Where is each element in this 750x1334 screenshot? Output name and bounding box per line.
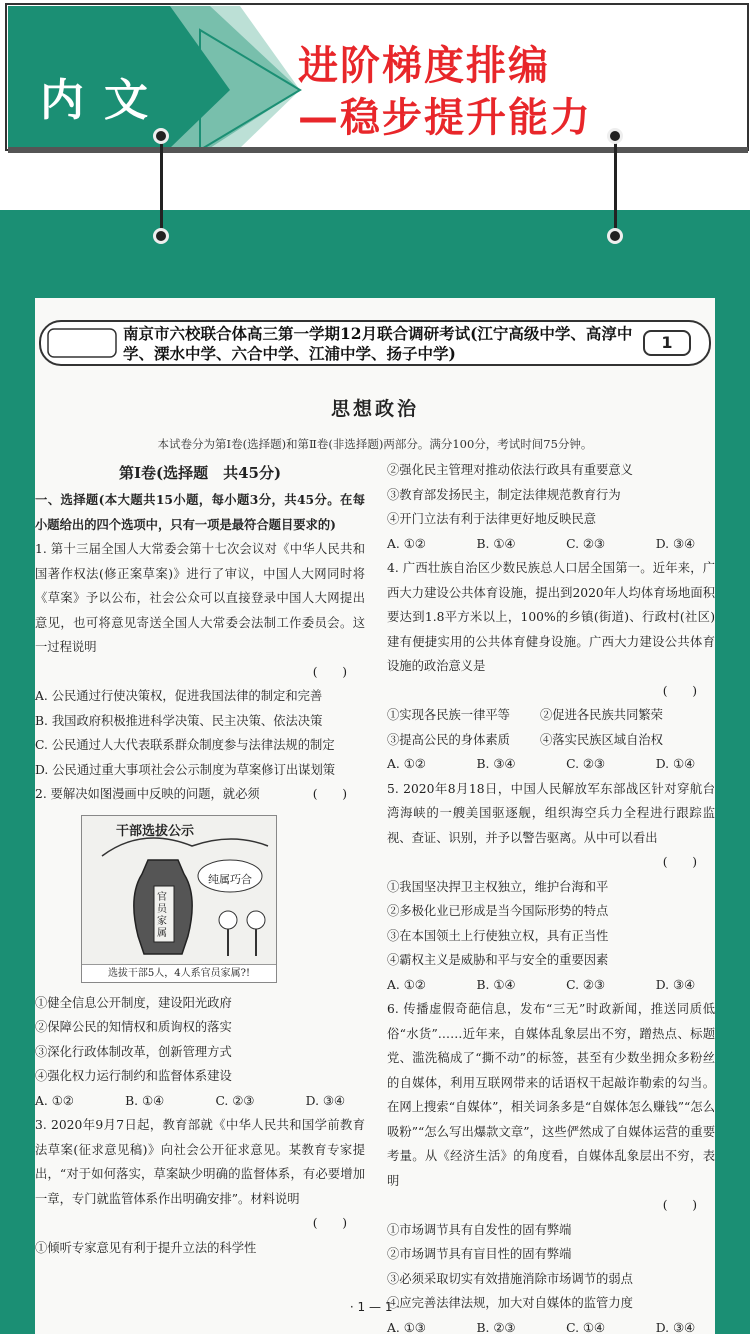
page-number: · 1 — 1 · — [349, 1300, 401, 1314]
exam-instructions: 本试卷分为第Ⅰ卷(选择题)和第Ⅱ卷(非选择题)两部分。满分100分，考试时间75分钟。 — [157, 437, 593, 451]
q4-choice-1: ①实现各民族一律平等 — [387, 708, 510, 722]
q2-options — [35, 1089, 365, 1114]
exam-number-badge: 1 — [643, 330, 691, 356]
q3-option-d: D. ③④ — [655, 536, 695, 551]
cartoon-vase-label: 官员家属 — [157, 891, 167, 939]
q3-options — [387, 532, 715, 557]
q3-choice-3: ③教育部发扬民主，制定法律规范教育行为 — [387, 487, 621, 502]
q2-option-a: A. ①② — [35, 1093, 74, 1108]
q4-choices-row2 — [387, 728, 715, 753]
q2-choice-1: ①健全信息公开制度，建设阳光政府 — [35, 995, 232, 1010]
q3-choice-2: ②强化民主管理对推动依法行政具有重要意义 — [387, 463, 633, 477]
q4-option-d: D. ①④ — [655, 757, 695, 771]
exam-page — [35, 298, 715, 1334]
q2-choice-3: ③深化行政体制改革，创新管理方式 — [35, 1044, 232, 1059]
q6-choice-4: ④应完善法律法规，加大对自媒体的监管力度 — [387, 1296, 633, 1310]
q4-choice-4: ④落实民族区域自治权 — [539, 732, 663, 747]
q1-option-d: D. 公民通过重大事项社会公示制度为草案修订出谋划策 — [35, 762, 336, 777]
q1-option-c: C. 公民通过人大代表联系群众制度参与法律法规的制定 — [35, 738, 335, 752]
q3-choice-1: ①倾听专家意见有利于提升立法的科学性 — [35, 1240, 257, 1255]
q4-option-c: C. ②③ — [566, 757, 605, 771]
q2-answer-blank: ( ) — [312, 787, 347, 801]
q4-choice-2: ②促进各民族共同繁荣 — [539, 708, 663, 722]
q4-stem: 4. 广西壮族自治区少数民族总人口居全国第一。近年来，广西大力建设公共体育设施，提出到2020年人均体育场地面积要达到1.8平方米以上，100%的乡镇(街道)、行政村(社区)建有便捷实用的公共体育健身设施。广西大力建设公共体育设施的政治意义是 — [387, 561, 715, 673]
q2-cartoon — [81, 815, 277, 983]
q6-stem: 6. 传播虚假奇葩信息，发布“三无”时政新闻，推送同质低俗“水货”……近年来，自媒体乱象层出不穷，蹭热点、标题党、滥洗稿成了“撕不动”的标签，甚至有少数坐拥众多粉丝的自媒体，利用互联网带来的话语权干起敲诈勒索的勾当。在网上搜索“自媒体”，相关词条多是“自媒体怎么赚钱”“怎么吸粉”“怎么写出爆款文章”，这些俨然成了自媒体运营的重要考量。从《经济生活》的角度看，自媒体乱象层出不穷，表明 — [387, 1002, 715, 1188]
q5-option-a: A. ①② — [387, 977, 426, 992]
section-title: 第Ⅰ卷(选择题 共45分) — [118, 464, 282, 482]
q6-option-b: B. ②③ — [476, 1320, 516, 1334]
subject-title: 思想政治 — [330, 398, 419, 420]
q6-option-a: A. ①③ — [387, 1320, 426, 1334]
q3-stem: 3. 2020年9月7日起，教育部就《中华人民共和国学前教育法草案(征求意见稿)》向社会公开征求意见。某教育专家提出，“对于如何落实，草案缺少明确的监督体系，有必要增加一章，专门就监管体系作出明确安排”。材料说明 — [35, 1118, 365, 1206]
hanger-line-right — [614, 138, 617, 234]
q3-option-a: A. ①② — [387, 536, 426, 551]
q4-option-b: B. ③④ — [476, 757, 516, 771]
q1-stem: 1. 第十三届全国人大常委会第十七次会议对《中华人民共和国著作权法(修正案草案)》进行了审议，中国人大网同时将《草案》予以公布，社会公众可以直接登录中国人大网提出意见，也可将意见寄送全国人大常委会法制工作委员会。这一过程说明 — [35, 542, 365, 654]
q3-option-b: B. ①④ — [476, 536, 516, 551]
banner-slogan-line1: 进阶梯度排编 — [298, 43, 550, 89]
q5-option-c: C. ②③ — [566, 977, 605, 992]
cartoon-speech-bubble: 纯属巧合 — [208, 872, 252, 886]
q5-choice-3: ③在本国领土上行使独立权，具有正当性 — [387, 928, 609, 943]
hanger-line-left — [160, 138, 163, 234]
q2-choice-4: ④强化权力运行制约和监督体系建设 — [35, 1069, 232, 1083]
q5-choice-1: ①我国坚决捍卫主权独立，维护台海和平 — [387, 879, 609, 894]
q6-choice-2: ②市场调节具有盲目性的固有弊端 — [387, 1247, 572, 1261]
tianli-logo-icon — [47, 328, 117, 358]
q5-answer-blank: ( ) — [662, 855, 697, 869]
banner-brand-title: 内文 — [40, 75, 168, 126]
q2-stem: 2. 要解决如图漫画中反映的问题，就必须 — [35, 787, 260, 801]
q4-options — [387, 752, 715, 777]
hanger-pin-right-bottom — [607, 228, 623, 244]
q2-option-d: D. ③④ — [305, 1093, 345, 1108]
q6-option-c: C. ①④ — [566, 1320, 605, 1334]
q5-stem: 5. 2020年8月18日，中国人民解放军东部战区针对穿航台湾海峡的一艘美国驱逐舰，组织海空兵力全程进行跟踪监视、查证、识别，并予以警告驱离。从中可以看出 — [387, 781, 715, 845]
q3-choice-4: ④开门立法有利于法律更好地反映民意 — [387, 512, 597, 526]
banner-slogan-line2: —稳步提升能力 — [298, 95, 592, 141]
hanger-pin-left-bottom — [153, 228, 169, 244]
q3-option-c: C. ②③ — [566, 536, 605, 551]
q1-option-a: A. 公民通过行使决策权，促进我国法律的制定和完善 — [35, 689, 323, 703]
exam-title: 南京市六校联合体高三第一学期12月联合调研考试(江宁高级中学、高淳中学、溧水中学、六合中学、江浦中学、扬子中学) — [123, 324, 633, 363]
q6-choice-3: ③必须采取切实有效措施消除市场调节的弱点 — [387, 1271, 633, 1286]
q5-options — [387, 973, 715, 998]
q1-option-b: B. 我国政府积极推进科学决策、民主决策、依法决策 — [35, 713, 323, 728]
q2-option-b: B. ①④ — [125, 1093, 165, 1108]
q6-choice-1: ①市场调节具有自发性的固有弊端 — [387, 1222, 572, 1237]
q5-option-b: B. ①④ — [476, 977, 516, 992]
q4-answer-blank: ( ) — [662, 683, 697, 698]
q5-option-d: D. ③④ — [655, 977, 695, 992]
q4-choice-3: ③提高公民的身体素质 — [387, 732, 510, 747]
q5-choice-4: ④霸权主义是威胁和平与安全的重要因素 — [387, 953, 609, 967]
right-column — [387, 458, 715, 1334]
q4-choices-row1 — [387, 703, 715, 728]
q4-option-a: A. ①② — [387, 757, 426, 771]
section-intro: 一、选择题(本大题共15小题，每小题3分，共45分。在每小题给出的四个选项中，只有一项是最符合题目要求的) — [35, 492, 365, 532]
cartoon-title: 干部选拔公示 — [116, 823, 195, 839]
hanger-pin-right — [607, 128, 623, 144]
cartoon-caption: 选拔干部5人，4人系官员家属?! — [82, 964, 276, 982]
q1-answer-blank: ( ) — [312, 664, 347, 679]
q6-option-d: D. ③④ — [655, 1320, 695, 1334]
q2-option-c: C. ②③ — [215, 1093, 255, 1108]
q5-choice-2: ②多极化业已形成是当今国际形势的特点 — [387, 904, 609, 918]
hanger-pin-left — [153, 128, 169, 144]
left-column — [35, 458, 365, 1260]
exam-header — [39, 320, 711, 366]
q6-options — [387, 1316, 715, 1334]
q6-answer-blank: ( ) — [662, 1198, 697, 1212]
q3-answer-blank: ( ) — [312, 1216, 347, 1230]
q2-choice-2: ②保障公民的知情权和质询权的落实 — [35, 1020, 232, 1034]
